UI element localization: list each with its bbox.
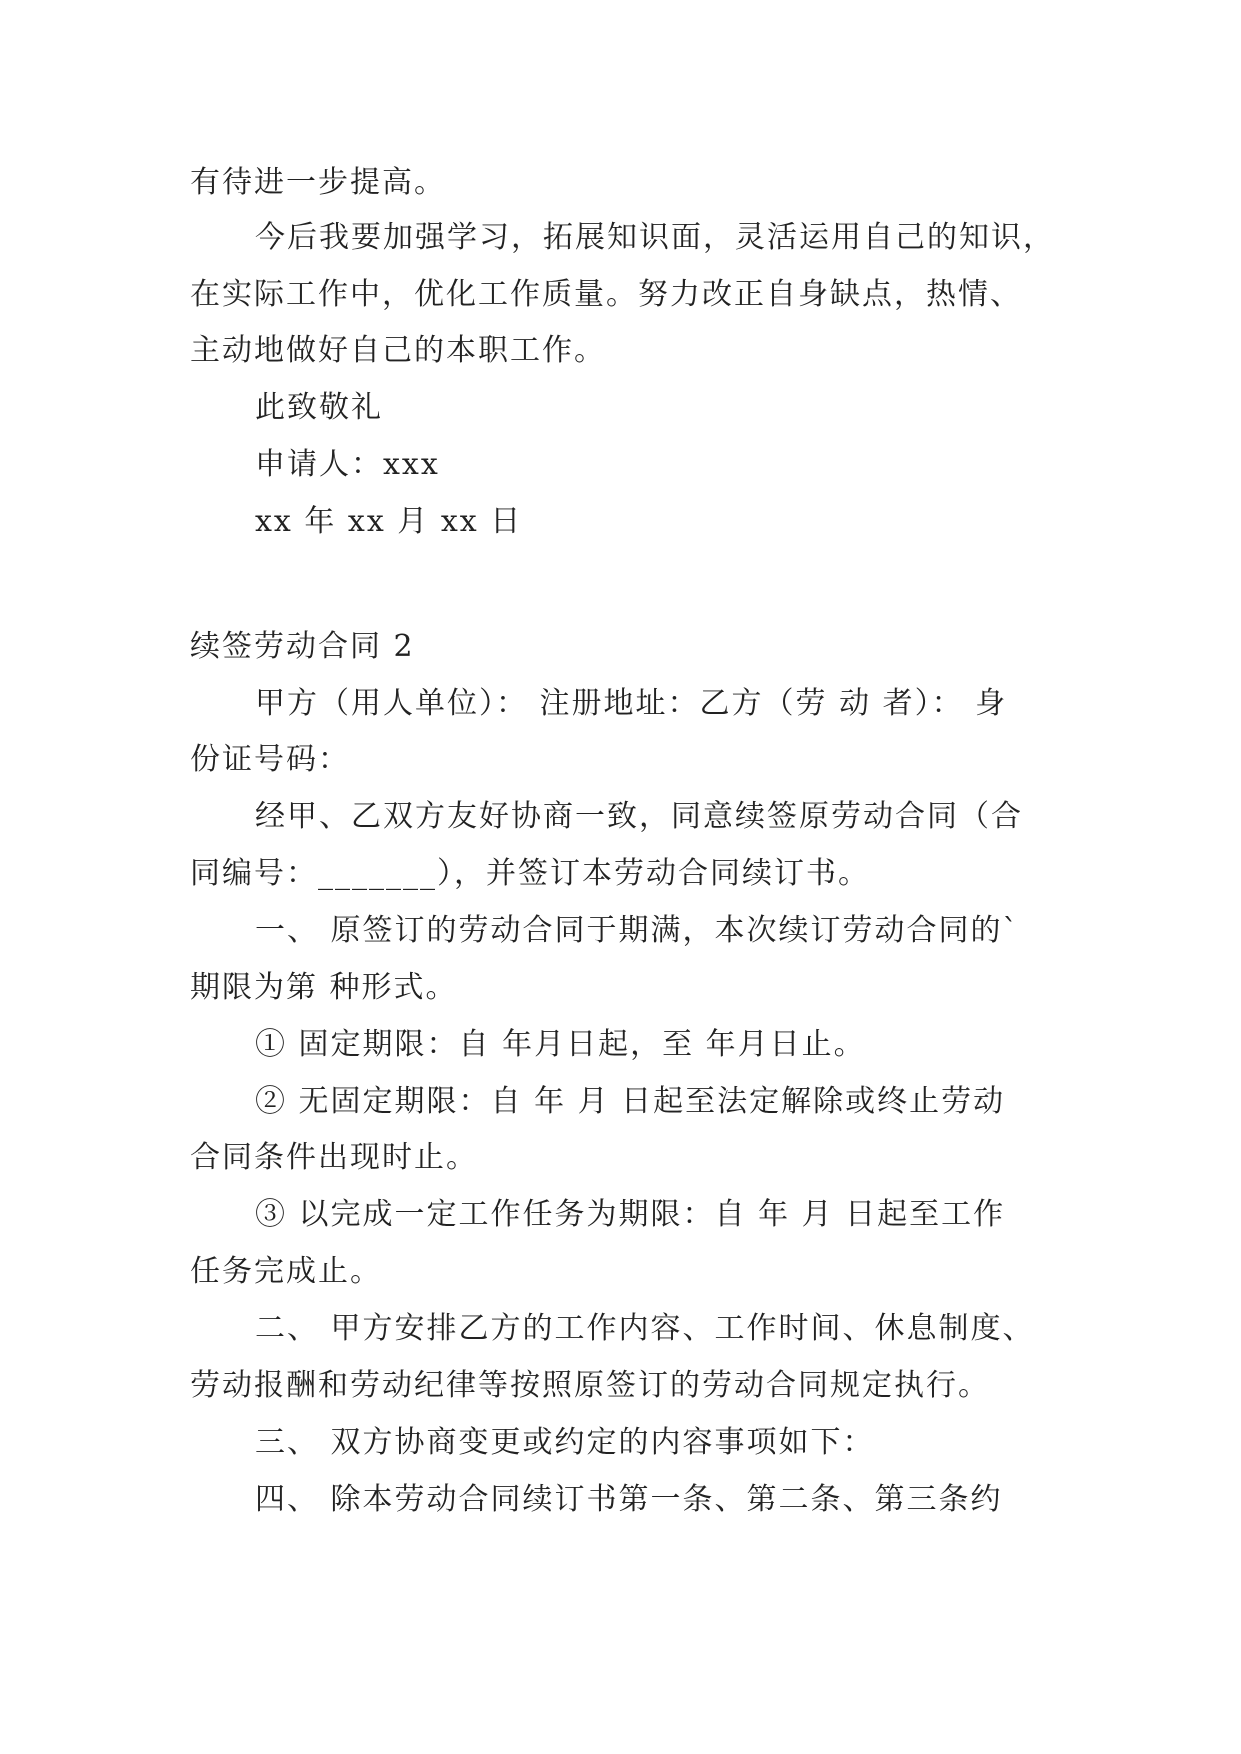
closing-salutation: 此致敬礼 bbox=[255, 390, 383, 425]
clause-3: 三、 双方协商变更或约定的内容事项如下： bbox=[255, 1425, 875, 1460]
text-line-19: 任务完成止。 bbox=[190, 1254, 382, 1289]
text-line-12: 同编号：_______），并签订本劳动合同续订书。 bbox=[190, 856, 870, 891]
text-line-11: 经甲、乙双方友好协商一致，同意续签原劳动合同（合 bbox=[255, 799, 1023, 834]
text-line-4: 主动地做好自己的本职工作。 bbox=[190, 333, 606, 368]
section-title: 续签劳动合同 2 bbox=[190, 629, 415, 664]
text-line-21: 劳动报酬和劳动纪律等按照原签订的劳动合同规定执行。 bbox=[190, 1368, 990, 1403]
clause-1: 一、 原签订的劳动合同于期满，本次续订劳动合同的` bbox=[255, 913, 1020, 948]
date-line: xx 年 xx 月 xx 日 bbox=[255, 504, 523, 539]
option-fixed-term: ① 固定期限：自 年月日起，至 年月日止。 bbox=[255, 1027, 866, 1062]
text-line-10: 份证号码： bbox=[190, 742, 350, 777]
clause-4: 四、 除本劳动合同续订书第一条、第二条、第三条约 bbox=[255, 1482, 1003, 1517]
text-line-9: 甲方（用人单位）： 注册地址：乙方（劳 动 者）： 身 bbox=[255, 686, 1008, 721]
option-open-term: ② 无固定期限：自 年 月 日起至法定解除或终止劳动 bbox=[255, 1084, 1006, 1119]
clause-2: 二、 甲方安排乙方的工作内容、工作时间、休息制度、 bbox=[255, 1311, 1035, 1346]
option-task-term: ③ 以完成一定工作任务为期限：自 年 月 日起至工作 bbox=[255, 1197, 1006, 1232]
text-line-3: 在实际工作中，优化工作质量。努力改正自身缺点，热情、 bbox=[190, 277, 1022, 312]
text-line-14: 期限为第 种形式。 bbox=[190, 970, 458, 1005]
text-line-2: 今后我要加强学习，拓展知识面，灵活运用自己的知识， bbox=[255, 220, 1055, 255]
text-line-17: 合同条件出现时止。 bbox=[190, 1140, 478, 1175]
text-line-1: 有待进一步提高。 bbox=[190, 165, 446, 200]
applicant-line: 申请人：xxx bbox=[255, 447, 440, 482]
